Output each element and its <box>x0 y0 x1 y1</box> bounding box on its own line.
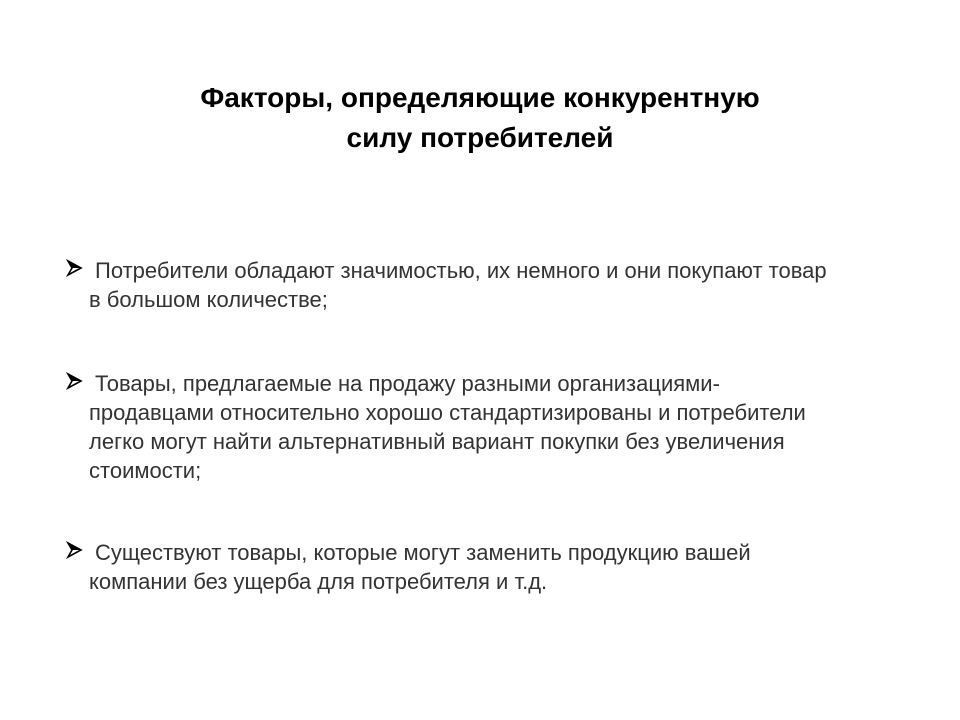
bullet-item <box>66 256 906 314</box>
slide-title <box>80 78 880 158</box>
arrowhead-bullet-icon <box>66 372 84 390</box>
arrowhead-bullet-icon <box>66 541 84 559</box>
slide-title-line-1: Факторы, определяющие конкурентную <box>200 82 760 113</box>
bullet-text <box>89 538 906 596</box>
arrowhead-bullet-icon <box>66 259 84 277</box>
bullet-line: Товары, предлагаемые на продажу разными организациями- <box>95 371 720 396</box>
slide-title-line-2: силу потребителей <box>346 122 614 153</box>
bullet-line: компании без ущерба для потребителя и т.д. <box>89 569 548 594</box>
bullet-item <box>66 538 906 596</box>
bullet-text <box>89 369 906 485</box>
bullet-line: Потребители обладают значимостью, их немного и они покупают товар <box>95 258 827 283</box>
bullet-line: легко могут найти альтернативный вариант покупки без увеличения <box>89 429 785 454</box>
bullet-text <box>89 256 906 314</box>
bullet-line: Существуют товары, которые могут заменить продукцию вашей <box>95 540 751 565</box>
bullet-line: стоимости; <box>89 458 202 483</box>
bullet-line: продавцами относительно хорошо стандартизированы и потребители <box>89 400 806 425</box>
bullet-line: в большом количестве; <box>89 287 328 312</box>
bullet-item <box>66 369 906 485</box>
